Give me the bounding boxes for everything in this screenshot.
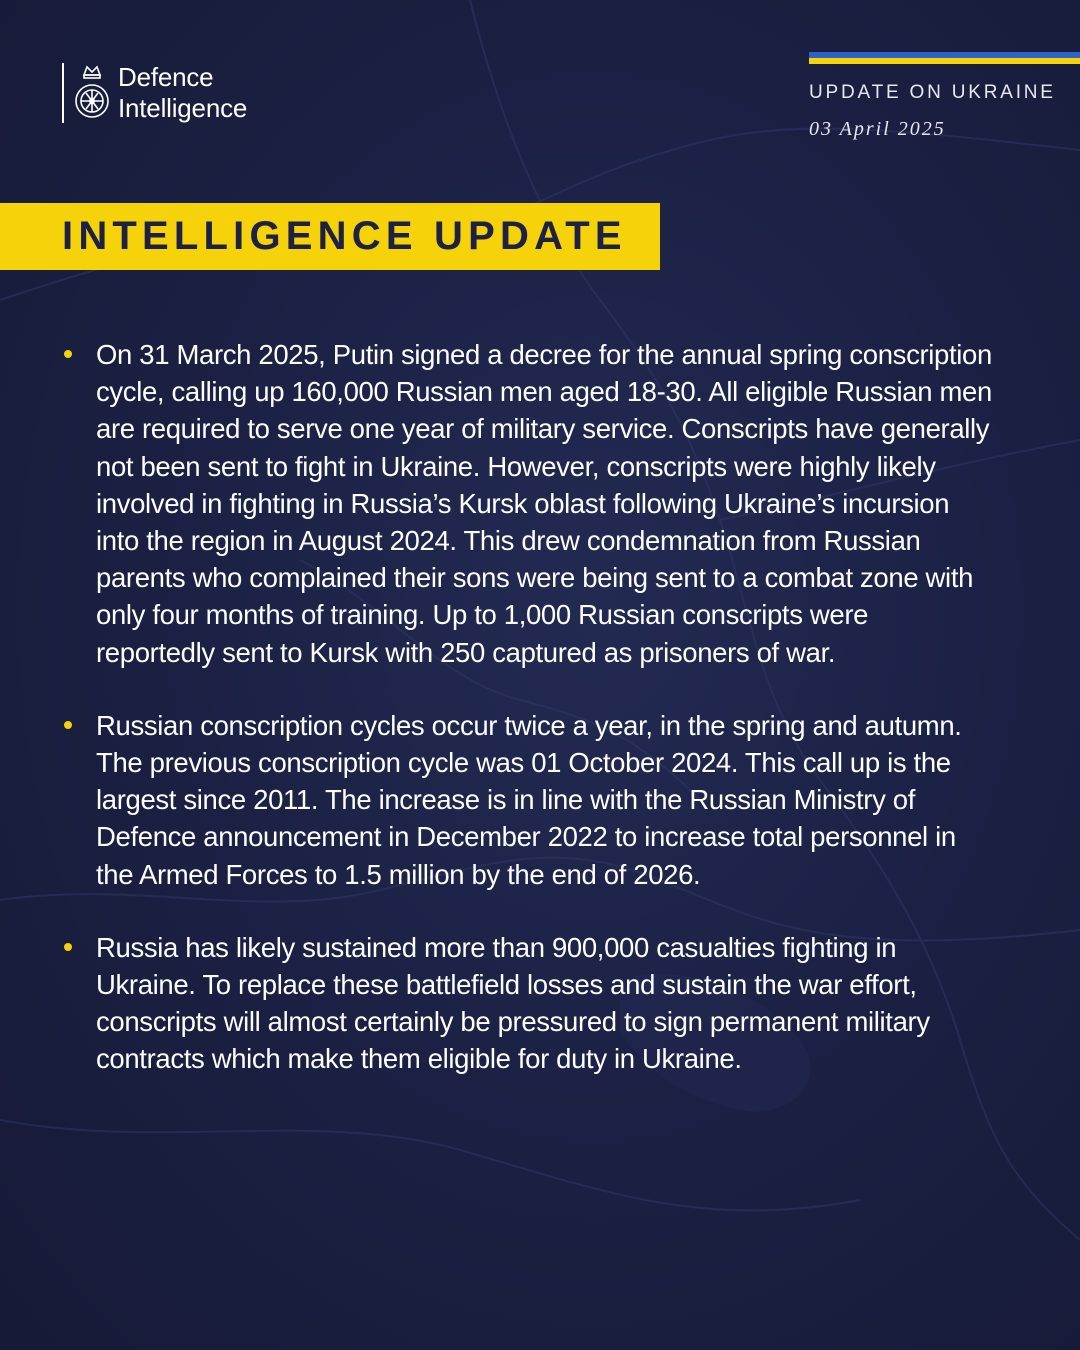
bullet-item-2	[62, 707, 992, 893]
bullet-dot-icon	[64, 943, 72, 951]
ukraine-flag-strip	[809, 52, 1080, 64]
logo-text	[118, 62, 247, 124]
flag-yellow-band	[809, 58, 1080, 64]
bullet-dot-icon	[64, 350, 72, 358]
logo-divider	[62, 63, 64, 123]
bullet-text-1: On 31 March 2025, Putin signed a decree for the annual spring conscription cycle, calling up 160,000 Russian men aged 18-30. All eligible Russian men are required to serve one year of military service. Conscripts have generally not been sent to fight in Ukraine. However, conscripts were highly likely involved in fighting in Russia’s Kursk oblast following Ukraine’s incursion into the region in August 2024. This drew condemnation from Russian parents who complained their sons were being sent to a combat zone with only four months of training. Up to 1,000 Russian conscripts were reportedly sent to Kursk with 250 captured as prisoners of war.	[96, 339, 992, 668]
bullet-dot-icon	[64, 721, 72, 729]
logo-line-defence: Defence	[118, 62, 214, 92]
banner-title: INTELLIGENCE UPDATE	[62, 214, 627, 258]
update-date: 03 April 2025	[809, 118, 946, 140]
crest-icon	[70, 63, 114, 123]
logo-line-intelligence: Intelligence	[118, 93, 248, 123]
bullet-item-1	[62, 336, 992, 671]
title-banner	[0, 203, 660, 270]
bullet-item-3	[62, 929, 992, 1078]
bullet-text-3: Russia has likely sustained more than 900,000 casualties fighting in Ukraine. To replace these battlefield losses and sustain the war effort, conscripts will almost certainly be pressured to sign permanent military contracts which make them eligible for duty in Ukraine.	[96, 931, 930, 1075]
update-label: UPDATE ON UKRAINE	[809, 82, 1056, 103]
bullet-text-2: Russian conscription cycles occur twice a year, in the spring and autumn. The previous conscription cycle was 01 October 2024. This call up is the largest since 2011. The increase is in line with the Russian Ministry of Defence announcement in December 2022 to increase total personnel in the Armed Forces to 1.5 million by the end of 2026.	[96, 709, 962, 890]
bullet-list	[62, 336, 992, 1114]
defence-intelligence-logo	[62, 62, 247, 124]
